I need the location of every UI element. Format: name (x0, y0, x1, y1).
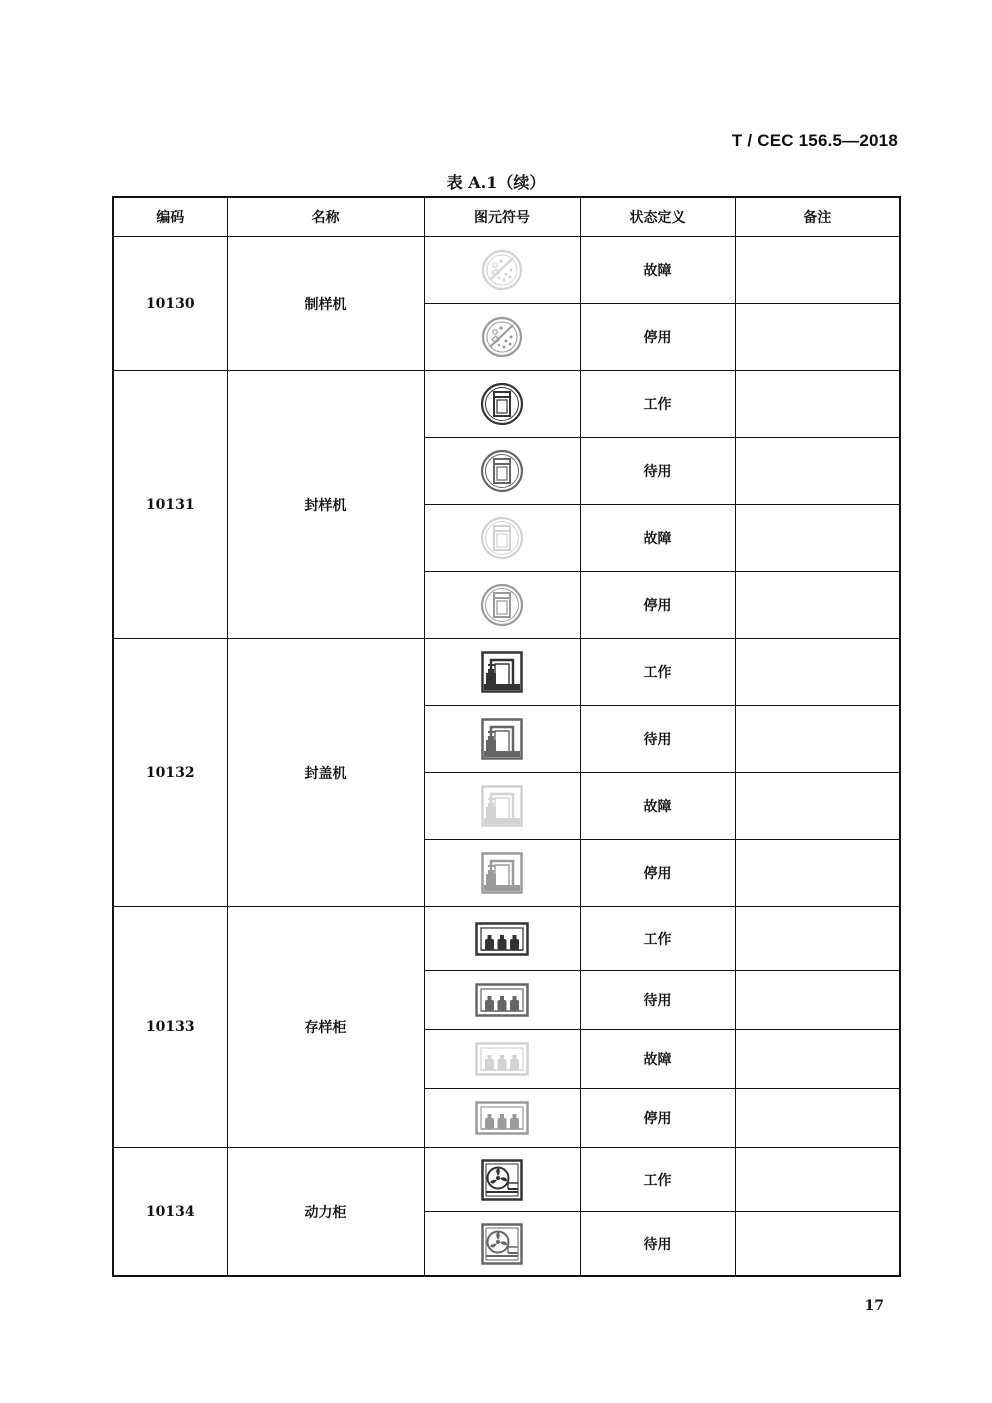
symbol-cell (424, 304, 580, 371)
state-definition: 工作 (580, 639, 735, 706)
state-definition: 待用 (580, 438, 735, 505)
state-definition: 工作 (580, 907, 735, 971)
state-definition: 停用 (580, 1089, 735, 1148)
equipment-name: 封盖机 (227, 639, 424, 907)
remark-cell (735, 971, 900, 1030)
sample-sealing-machine-icon (479, 448, 525, 494)
remark-cell (735, 438, 900, 505)
column-header-symbol: 图元符号 (424, 197, 580, 237)
remark-cell (735, 1030, 900, 1089)
sample-storage-cabinet-icon (475, 922, 529, 956)
table-caption: 表 A.1（续） (446, 173, 546, 192)
symbol-cell (424, 505, 580, 572)
remark-cell (735, 371, 900, 438)
equipment-code: 10132 (113, 639, 227, 907)
table-row (113, 639, 900, 706)
state-definition: 停用 (580, 572, 735, 639)
remark-cell (735, 773, 900, 840)
state-definition: 待用 (580, 1212, 735, 1277)
sample-sealing-machine-icon (479, 515, 525, 561)
table-header-row (113, 197, 900, 237)
remark-cell (735, 237, 900, 304)
power-cabinet-icon (481, 1223, 523, 1265)
symbol-cell (424, 840, 580, 907)
symbol-cell (424, 1030, 580, 1089)
remark-cell (735, 1148, 900, 1212)
table-row (113, 237, 900, 304)
equipment-name: 封样机 (227, 371, 424, 639)
capping-machine-icon (481, 718, 523, 760)
sample-storage-cabinet-icon (475, 1042, 529, 1076)
state-definition: 故障 (580, 1030, 735, 1089)
symbol-cell (424, 1212, 580, 1277)
equipment-code: 10131 (113, 371, 227, 639)
symbol-table (112, 196, 901, 1277)
page-number: 17 (864, 1298, 884, 1314)
symbol-cell (424, 706, 580, 773)
equipment-name: 动力柜 (227, 1148, 424, 1277)
equipment-name: 制样机 (227, 237, 424, 371)
equipment-name: 存样柜 (227, 907, 424, 1148)
state-definition: 停用 (580, 840, 735, 907)
column-header-state: 状态定义 (580, 197, 735, 237)
sample-storage-cabinet-icon (475, 1101, 529, 1135)
sample-sealing-machine-icon (479, 381, 525, 427)
state-definition: 待用 (580, 971, 735, 1030)
column-header-name: 名称 (227, 197, 424, 237)
power-cabinet-icon (481, 1159, 523, 1201)
state-definition: 待用 (580, 706, 735, 773)
column-header-code: 编码 (113, 197, 227, 237)
table-row (113, 371, 900, 438)
state-definition: 工作 (580, 371, 735, 438)
symbol-cell (424, 371, 580, 438)
sample-preparation-machine-icon (480, 315, 524, 359)
remark-cell (735, 505, 900, 572)
table-row (113, 907, 900, 971)
state-definition: 故障 (580, 237, 735, 304)
symbol-cell (424, 572, 580, 639)
sample-preparation-machine-icon (480, 248, 524, 292)
state-definition: 故障 (580, 505, 735, 572)
symbol-cell (424, 438, 580, 505)
sample-storage-cabinet-icon (475, 983, 529, 1017)
symbol-cell (424, 971, 580, 1030)
state-definition: 工作 (580, 1148, 735, 1212)
standard-code: T / CEC 156.5—2018 (731, 131, 898, 150)
capping-machine-icon (481, 651, 523, 693)
remark-cell (735, 639, 900, 706)
remark-cell (735, 572, 900, 639)
remark-cell (735, 1089, 900, 1148)
sample-sealing-machine-icon (479, 582, 525, 628)
remark-cell (735, 840, 900, 907)
symbol-cell (424, 1148, 580, 1212)
equipment-code: 10130 (113, 237, 227, 371)
table-row (113, 1148, 900, 1212)
capping-machine-icon (481, 852, 523, 894)
state-definition: 停用 (580, 304, 735, 371)
remark-cell (735, 1212, 900, 1277)
symbol-cell (424, 907, 580, 971)
symbol-cell (424, 773, 580, 840)
symbol-cell (424, 1089, 580, 1148)
symbol-cell (424, 237, 580, 304)
remark-cell (735, 304, 900, 371)
state-definition: 故障 (580, 773, 735, 840)
remark-cell (735, 907, 900, 971)
column-header-note: 备注 (735, 197, 900, 237)
capping-machine-icon (481, 785, 523, 827)
equipment-code: 10133 (113, 907, 227, 1148)
remark-cell (735, 706, 900, 773)
symbol-cell (424, 639, 580, 706)
equipment-code: 10134 (113, 1148, 227, 1277)
